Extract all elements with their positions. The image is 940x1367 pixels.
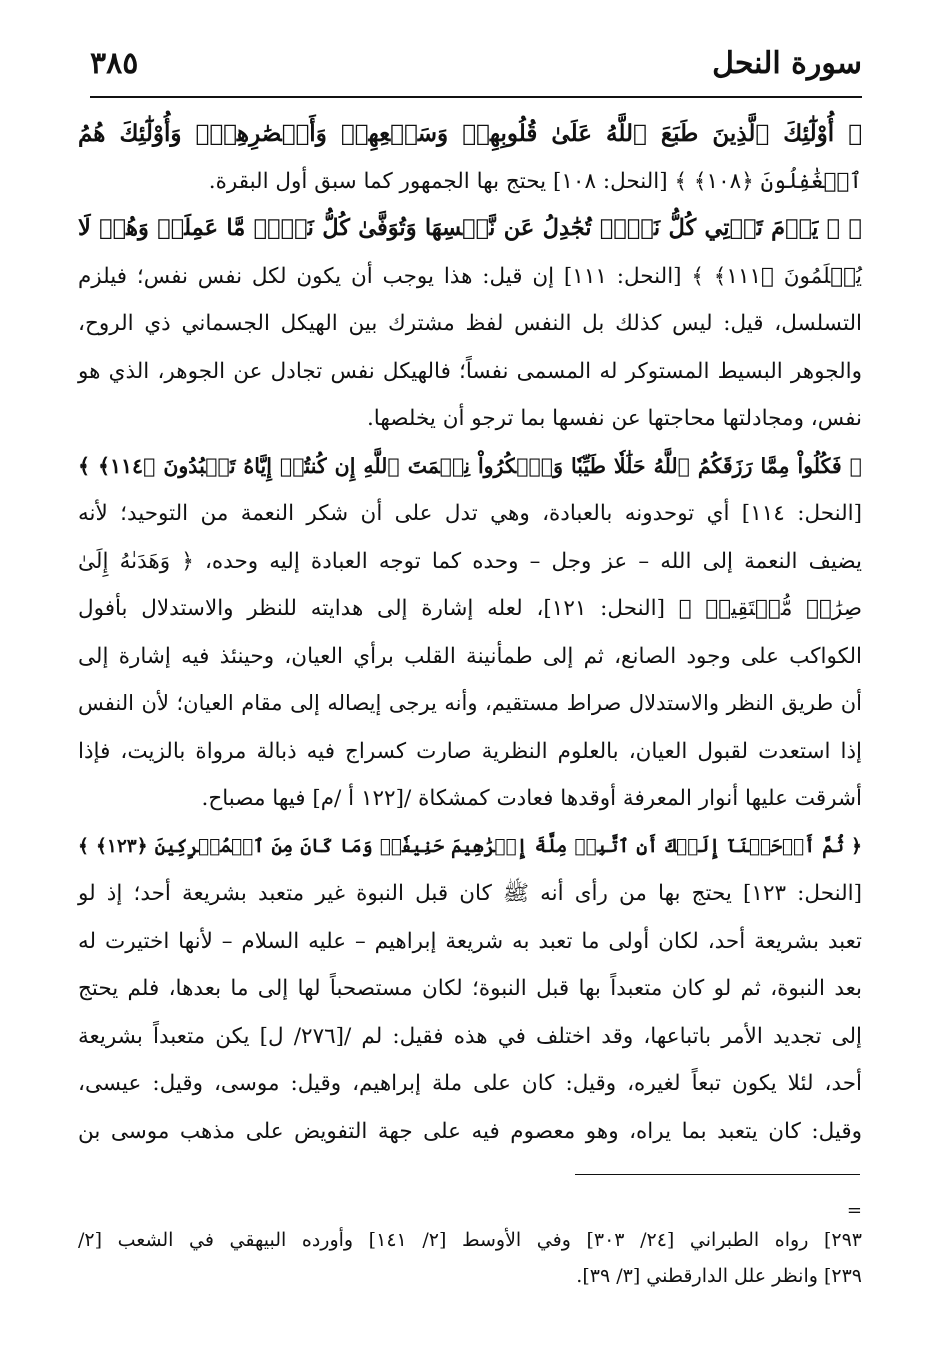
- footnote-line: ٢٩٣] رواه الطبراني [٢٤/ ٣٠٣] وفي الأوسط [٢/ ١٤١] وأورده البيهقي في الشعب [٢/: [78, 1229, 862, 1251]
- commentary-line: إلى تجديد الأمر باتباعها، وقد اختلف في هذه فقيل: لم /[٢٧٦/ ل] يكن متعبداً بشريعة: [78, 1023, 862, 1049]
- commentary-line: بعد النبوة، ثم لو كان متعبداً بها قبل النبوة؛ لكان مستصحباً لها إلى ما بعدها، فلم يحتج: [78, 976, 862, 1001]
- commentary-line: أن طريق النظر والاستدلال صراط مستقيم، وأنه يرجى إيصاله إلى مقام العيان؛ لأن النفس: [78, 691, 862, 715]
- commentary-line: نفس، ومجادلتها محاجتها عن نفسها بما ترجو أن يخلصها.: [366, 406, 862, 431]
- page-number: ٣٨٥: [90, 46, 139, 81]
- commentary-line: وقيل: كان يتعبد بما يراه، وهو معصوم فيه على جهة التفويض على مذهب موسى بن: [78, 1118, 862, 1144]
- commentary-line: [النحل: ١٢٣] يحتج بها من رأى أنه ﷺ كان قبل النبوة غير متعبد بشريعة أحد؛ إذ لو: [78, 881, 862, 906]
- quran-verse-line: ﴿ ۞ يَوۡمَ تَأۡتِي كُلُّ نَفۡسٖ تُجَٰدِلُ عَن نَّفۡسِهَا وَتُوَفَّىٰ كُلُّ نَفۡسٖ مَّا عَمِلَتۡ وَهُمۡ لَا: [78, 215, 862, 241]
- header-rule: [90, 96, 862, 98]
- commentary-line: إذا استعدت لقبول العيان، بالعلوم النظرية صارت كسراج فيه ذبالة مرواة بالزيت، فإذا: [78, 738, 862, 764]
- commentary-line: يضيف النعمة إلى الله – عز وجل – وحده كما توجه العبادة إليه وحده، ﴿ وَهَدَىٰهُ إِلَىٰ: [78, 548, 862, 574]
- quran-verse-line: ﴿ فَكُلُواْ مِمَّا رَزَقَكُمُ ٱللَّهُ حَلَٰلٗا طَيِّبٗا وَٱشۡكُرُواْ نِعۡمَتَ ٱللَّهِ إِن كُنتُمۡ إِيَّاهُ تَعۡبُدُونَ ﴿١١٤﴾ ﴾: [78, 453, 862, 478]
- footnotes: [78, 1222, 862, 1294]
- commentary-line: والجوهر البسيط المستوكر له المسمى نفساً؛ فالهيكل نفس تجادل عن الجوهر، الذي هو: [78, 358, 862, 384]
- commentary-line: أشرقت عليها أنوار المعرفة أوقدها فعادت كمشكاة /[١٢٢ أ /م] فيها مصباح.: [201, 786, 862, 811]
- surah-title: سورة النحل: [712, 46, 862, 81]
- commentary-line: تعبد بشريعة أحد، لكان أولى ما تعبد به شريعة إبراهيم – عليه السلام – لأنها اختيرت له: [78, 928, 862, 954]
- page-header: [78, 40, 862, 90]
- commentary-line: ٱلۡغَٰفِلُونَ ﴿١٠٨﴾ ﴾ [النحل: ١٠٨] يحتج بها الجمهور كما سبق أول البقرة.: [208, 168, 862, 194]
- footnote-continuation-mark: =: [846, 1200, 862, 1221]
- commentary-line: التسلسل، قيل: ليس كذلك بل النفس لفظ مشترك بين الهيكل الجسماني ذي الروح،: [78, 311, 862, 336]
- footnote-separator: [575, 1174, 860, 1175]
- commentary-line: أحد، لئلا يكون تبعاً لغيره، وقيل: كان على ملة إبراهيم، وقيل: موسى، وقيل: عيسى،: [78, 1071, 862, 1096]
- quran-verse-line: ﴿ أُوْلَٰٓئِكَ ٱلَّذِينَ طَبَعَ ٱللَّهُ عَلَىٰ قُلُوبِهِمۡ وَسَمۡعِهِمۡ وَأَبۡصَٰرِهِمۡۖ وَأُوْلَٰٓئِكَ هُمُ: [78, 120, 862, 147]
- commentary-line: يُظۡلَمُونَ ﴿١١١﴾ ﴾ [النحل: ١١١] إن قيل: هذا يوجب أن يكون لكل نفس نفس؛ فيلزم: [78, 263, 862, 289]
- commentary-line: الكواكب على وجود الصانع، ثم إلى طمأنينة القلب برأي العيان، وحينئذ فيه إشارة إلى: [78, 643, 862, 669]
- commentary-line: صِرَٰطٖ مُّسۡتَقِيمٖ ﴾ [النحل: ١٢١]، لعله إشارة إلى هدايته للنظر والاستدلال بأفول: [78, 596, 862, 621]
- footnote-line: ٢٣٩] وانظر علل الدارقطني [٣/ ٣٩].: [576, 1265, 862, 1287]
- body-text: [78, 110, 862, 1155]
- quran-verse-line: ﴿ ثُمَّ أَوۡحَيۡنَآ إِلَيۡكَ أَنِ ٱتَّبِعۡ مِلَّةَ إِبۡرَٰهِيمَ حَنِيفٗاۖ وَمَا كَانَ مِنَ ٱلۡمُشۡرِكِينَ ﴿١٢٣﴾ ﴾: [78, 835, 862, 857]
- commentary-line: [النحل: ١١٤] أي توحدونه بالعبادة، وهي تدل على أن شكر النعمة من التوحيد؛ لأنه: [78, 501, 863, 526]
